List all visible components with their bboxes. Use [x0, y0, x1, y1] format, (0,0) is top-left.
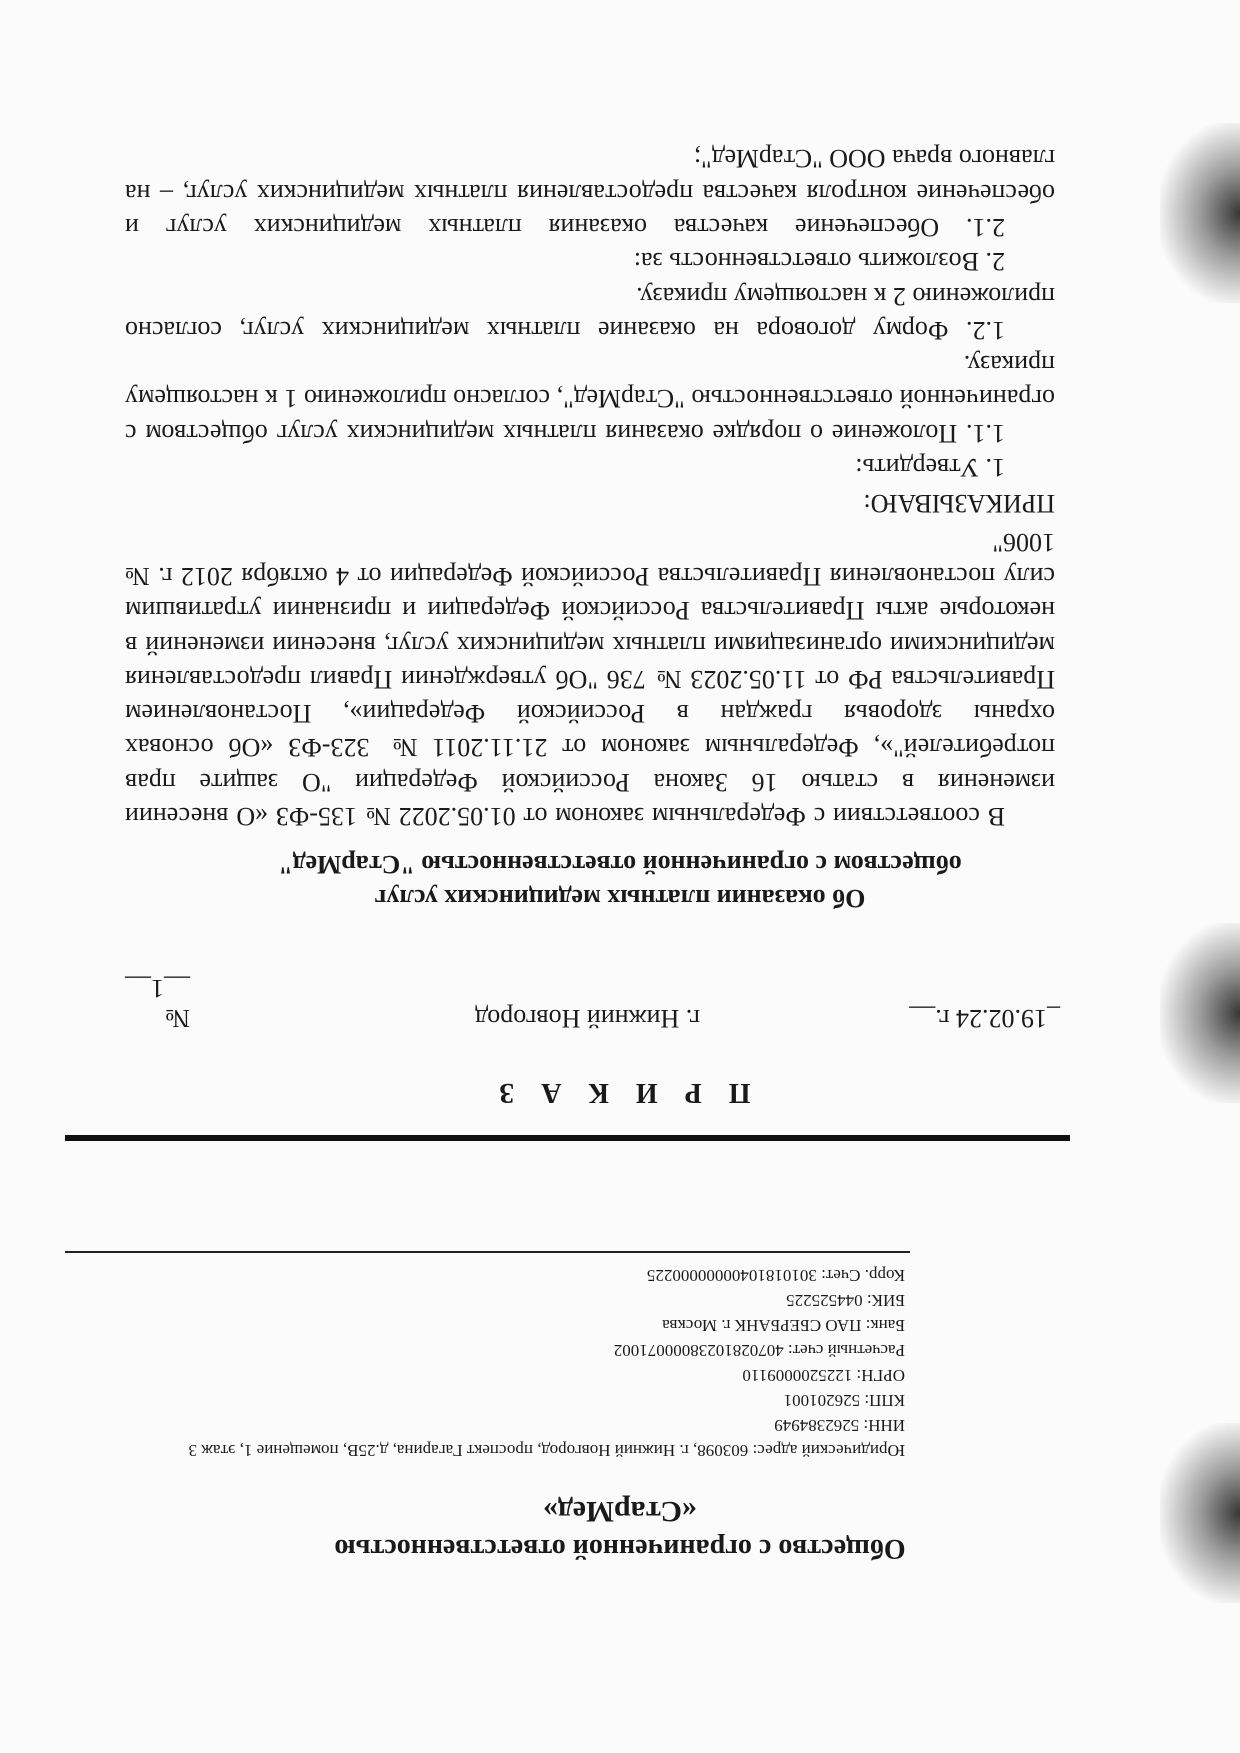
item-2: 2. Возложить ответственность за: — [633, 247, 1005, 277]
document-city: г. Нижний Новгород — [474, 1004, 700, 1033]
document-body — [125, 141, 1055, 833]
kpp: КПП: 526201001 — [783, 1391, 905, 1410]
item-2-1: 2.1. Обеспечение качества оказания платных медицинских услуг и обеспечение контроля качества предоставления платных медицинских услуг, – на главного врача ООО "СтарМед"; — [125, 144, 1055, 242]
company-requisites — [188, 1263, 905, 1463]
subject-line1: Об оказании платных медицинских услуг — [374, 884, 866, 913]
document-title: П Р И К А З — [489, 1077, 751, 1108]
bank: Банк: ПАО СБЕРБАНК г. Москва — [662, 1316, 905, 1335]
scan-edge-shadow — [1160, 1423, 1240, 1603]
correspondent-account: Корр. Счет: 30101810400000000225 — [646, 1266, 905, 1285]
item-1-1: 1.1. Положение о порядке оказания платных медицинских услуг обществом с ограниченной ответственностью "СтарМед", согласно приложению 1 к настоящему приказу. — [125, 350, 1055, 448]
bik: БИК: 044525225 — [786, 1291, 905, 1310]
scan-edge-shadow — [1160, 123, 1240, 303]
settlement-account: Расчетный счет: 40702810238000071002 — [613, 1341, 905, 1360]
preamble-paragraph: В соответствии с Федеральным законом от 01.05.2022 № 135-ФЗ «О внесении изменения в статью 16 Закона Российской Федерации "О защите прав потребителей"», Федеральным законом от 21.11.2011 № 323-ФЗ «Об основах охраны здоровья граждан в Российской Федерации», Постановлением Правительства РФ от 11.05.2023 № 736 "Об утверждении Правил предоставления медицинскими организациями платных медицинских услуг, внесении изменений в некоторые акты Правительства Российской Федерации и признании утратившим силу постановления Правительства Российской Федерации от 4 октября 2012 г. № 1006" — [125, 527, 1055, 831]
document-date: _19.02.24 г.__ — [909, 1004, 1060, 1033]
document-subject — [0, 847, 1240, 915]
header-divider-thick — [65, 1135, 1070, 1141]
ogrn: ОРГН: 1225200009110 — [742, 1366, 905, 1385]
inn: ИНН: 5262384949 — [774, 1416, 905, 1435]
legal-address: Юридический адрес: 603098, г. Нижний Новгород, проспект Гагарина, д.25В, помещение 1, этаж 3 — [188, 1441, 905, 1460]
scan-edge-shadow — [1160, 923, 1240, 1103]
order-word: ПРИКАЗЫВАЮ: — [863, 489, 1055, 519]
company-name-line2: «СтарМед» — [542, 1495, 698, 1529]
item-1: 1. Утвердить: — [855, 453, 1005, 483]
subject-line2: обществом с ограниченной ответственностью "СтарМед" — [278, 850, 962, 879]
company-name — [0, 1495, 1240, 1563]
company-name-line1: Общество с ограниченной ответственностью — [334, 1533, 906, 1564]
item-1-2: 1.2. Форму договора на оказание платных медицинских услуг, согласно приложению 2 к настоящему приказу. — [125, 281, 1055, 345]
header-divider-thin — [65, 1251, 910, 1253]
document-number: № __1__ — [125, 974, 190, 1033]
document-meta — [100, 974, 1060, 1033]
